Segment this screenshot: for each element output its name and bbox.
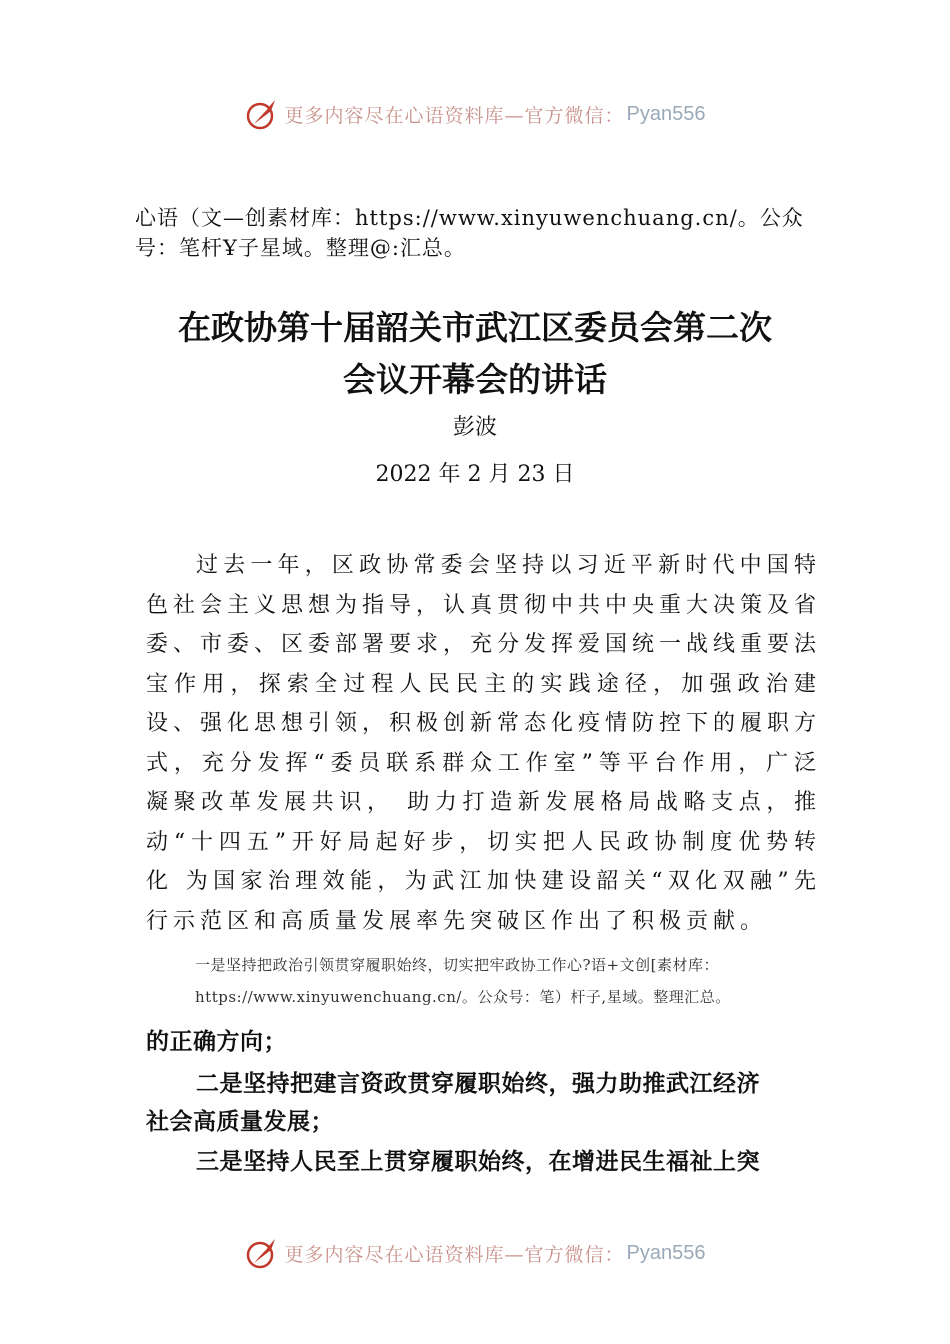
banner-text: 更多内容尽在心语资料库—官方微信： [284, 1243, 625, 1266]
header-banner [0, 94, 950, 134]
quill-logo-icon [245, 1236, 279, 1270]
footer-banner [0, 1233, 950, 1273]
bold-point-line2: 二是坚持把建言资政贯穿履职始终，强力助推武江经济 [196, 1071, 760, 1097]
quill-logo-icon [245, 97, 279, 131]
speech-date: 2022 年 2 月 23 日 [375, 462, 575, 487]
banner-account: Pyan556 [626, 1241, 706, 1264]
bold-point-line1: 的正确方向； [146, 1029, 287, 1055]
document-title-line1: 在政协第十届韶关市武江区委员会第二次 [178, 308, 772, 347]
bold-point-line3: 社会高质量发展； [146, 1109, 334, 1135]
document-title-line2: 会议开幕会的讲话 [343, 360, 607, 399]
author-name: 彭波 [452, 415, 497, 440]
inserted-note-line2: https://www.xinyuwenchuang.cn/。公众号：笔）杆子,星域。整理汇总。 [195, 988, 731, 1006]
body-paragraph: 过去一年，区政协常委会坚持以习近平新时代中国特色社会主义思想为指导，认真贯彻中共中央重大决策及省委、市委、区委部署要求，充分发挥爱国统一战线重要法宝作用，探索全过程人民民主的实践途径，加强政治建设、强化思想引领，积极创新常态化疫情防控下的履职方式，充分发挥“委员联系群众工作室”等平台作用，广泛凝聚改革发展共识， 助力打造新发展格局战略支点，推动“十四五”开好局起好步，切实把人民政协制度优势转化 为国家治理效能，为武江加快建设韶关“双化双融”先行示范区和高质量发展率先突破区作出了积极贡献。 [146, 553, 822, 934]
inserted-note-line1: 一是坚持把政治引领贯穿履职始终，切实把牢政协工作心?语+文创[素材库： [195, 956, 719, 974]
banner-text: 更多内容尽在心语资料库—官方微信： [284, 104, 625, 127]
banner-account: Pyan556 [626, 102, 706, 125]
bold-point-line4: 三是坚持人民至上贯穿履职始终，在增进民生福祉上突 [196, 1149, 760, 1175]
source-note: 心语（文—创素材库：https://www.xinyuwenchuang.cn/。公众号：笔杆Ұ子星域。整理@:汇总。 [135, 206, 804, 260]
